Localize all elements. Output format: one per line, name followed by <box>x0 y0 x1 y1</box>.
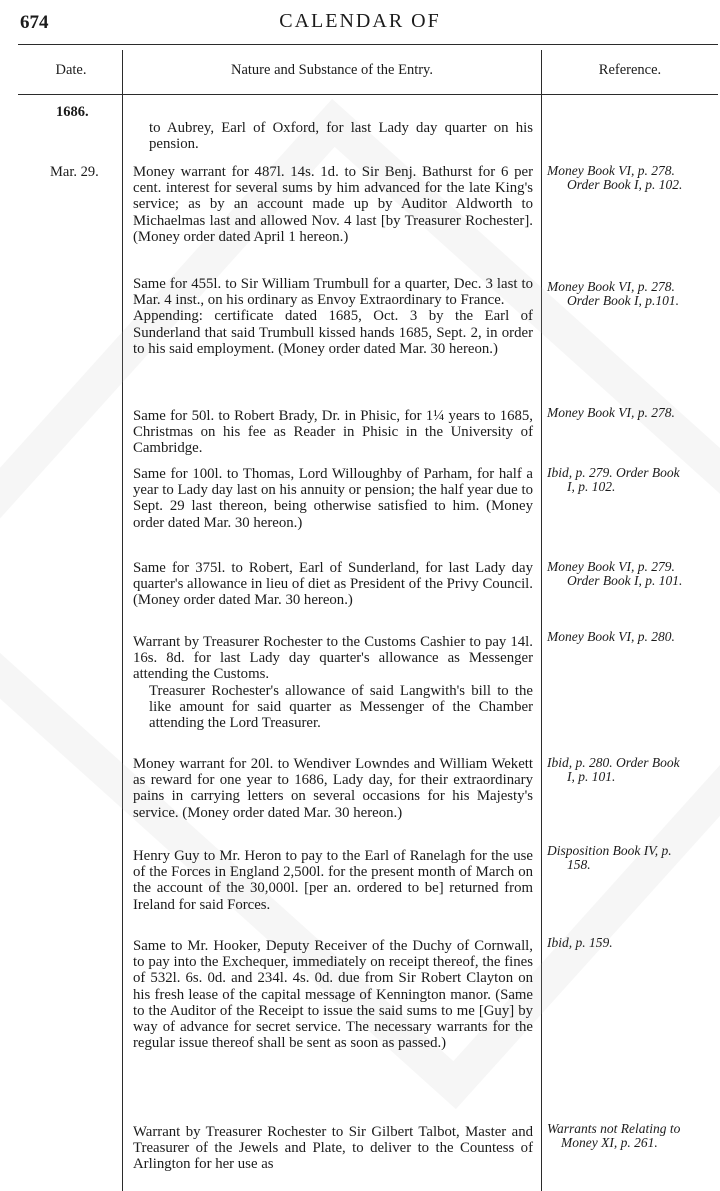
reference: Money Book VI, p. 279. <box>547 559 675 574</box>
entry-text: Same for 100l. to Thomas, Lord Willoughby of Parham, for half a year to Lady day last on his annuity or pension; the half year due to Sept. 29 last thereon, being otherwise satisfied to him. (Money order dated Mar. 30 hereon.) <box>133 466 533 531</box>
reference: Ibid, p. 280. Order Book <box>547 755 680 770</box>
entry-6 <box>133 634 533 731</box>
entry-8 <box>133 848 533 913</box>
entry-text: Treasurer Rochester's allowance of said Langwith's bill to the like amount for said quarter as Messenger of the Chamber attending the Lord Treasurer. <box>149 682 533 732</box>
entry-date: Mar. 29. <box>50 164 99 180</box>
reference: Disposition Book IV, p. <box>547 843 672 858</box>
column-header-date: Date. <box>55 62 87 78</box>
year-label: 1686. <box>56 104 89 120</box>
reference: Money Book VI, p. 278. <box>547 405 675 420</box>
reference: Money Book VI, p. 280. <box>547 629 675 644</box>
entry-text: Same for 50l. to Robert Brady, Dr. in Phisic, for 1¼ years to 1685, Christmas on his fee as Reader in Phisic in the University of Cambridge. <box>133 408 533 457</box>
reference: Order Book I, p. 102. <box>567 177 683 192</box>
reference: I, p. 101. <box>567 769 616 784</box>
reference: Order Book I, p.101. <box>567 293 679 308</box>
entry-references <box>547 1122 717 1150</box>
header-bottom-rule <box>18 94 718 95</box>
entry-references <box>547 560 717 588</box>
entry-references <box>547 844 717 872</box>
reference: 158. <box>567 857 591 872</box>
entry-text: Henry Guy to Mr. Heron to pay to the Earl of Ranelagh for the use of the Forces in England 2,500l. for the present month of March on the account of the 30,000l. [per an. ordered to be] returned from Ireland for said Forces. <box>133 848 533 913</box>
entry-7 <box>133 756 533 821</box>
entry-text: Same to Mr. Hooker, Deputy Receiver of the Duchy of Cornwall, to pay into the Exchequer, immediately on receipt thereof, the fines of 532l. 6s. 0d. and 234l. 4s. 0d. due from Sir Robert Clayton on his fresh lease of the capital message of Kennington manor. (Same to the Auditor of the Receipt to issue the said sums to me [Guy] by way of advance for secret service. The necessary warrants for the regular issue thereof shall be sent as soon as passed.) <box>133 938 533 1052</box>
column-header-reference: Reference. <box>598 62 662 78</box>
page-number: 674 <box>20 12 49 33</box>
entry-references <box>547 466 717 494</box>
entry-text: to Aubrey, Earl of Oxford, for last Lady day quarter on his pension. <box>149 120 533 153</box>
reference: Money XI, p. 261. <box>561 1135 658 1150</box>
table-top-rule <box>18 44 718 45</box>
reference: Order Book I, p. 101. <box>567 573 683 588</box>
entry-references <box>547 936 717 950</box>
date-column-divider <box>122 50 123 1191</box>
entry-text: Same for 375l. to Robert, Earl of Sunderland, for last Lady day quarter's allowance in lieu of diet as President of the Privy Council. (Money order dated Mar. 30 hereon.) <box>133 560 533 609</box>
entry-text: Same for 455l. to Sir William Trumbull for a quarter, Dec. 3 last to Mar. 4 inst., on his ordinary as Envoy Extraordinary to France. <box>133 276 533 309</box>
entry-9 <box>133 938 533 1051</box>
reference: Warrants not Relating to <box>547 1121 681 1136</box>
entry-references <box>547 280 717 308</box>
reference: Money Book VI, p. 278. <box>547 163 675 178</box>
entry-text: Money warrant for 20l. to Wendiver Lowndes and William Wekett as reward for one year to 1686, Lady day, for their extraordinary pains in carrying letters on several occasions for his Majesty's service. (Money order dated Mar. 30 hereon.) <box>133 756 533 821</box>
entry-references <box>547 756 717 784</box>
reference: Ibid, p. 159. <box>547 935 613 950</box>
entry-references <box>547 630 717 644</box>
entry-text: Warrant by Treasurer Rochester to the Customs Cashier to pay 14l. 16s. 8d. for last Lady day quarter's allowance as Messenger attending the Customs. <box>133 634 533 683</box>
reference-column-divider <box>541 50 542 1191</box>
entry-references <box>547 406 717 420</box>
entry-text: Warrant by Treasurer Rochester to Sir Gilbert Talbot, Master and Treasurer of the Jewels and Plate, to deliver to the Countess of Arlington for her use as <box>133 1124 533 1173</box>
entry-2 <box>133 276 533 357</box>
entry-0 <box>133 120 533 152</box>
entry-5 <box>133 560 533 609</box>
reference: Money Book VI, p. 278. <box>547 279 675 294</box>
column-header-entry: Nature and Substance of the Entry. <box>231 62 433 78</box>
entry-text: Money warrant for 487l. 14s. 1d. to Sir Benj. Bathurst for 6 per cent. interest for several sums by him advanced for the late King's service; as by an account made up by Auditor Aldworth to Michaelmas last and allowed Nov. 4 last [by Treasurer Rochester]. (Money order dated April 1 hereon.) <box>133 164 533 245</box>
entry-4 <box>133 466 533 531</box>
running-title: CALENDAR OF <box>279 10 441 32</box>
entry-10 <box>133 1124 533 1173</box>
entry-3 <box>133 408 533 457</box>
entry-text: Appending: certificate dated 1685, Oct. 3 by the Earl of Sunderland that said Trumbull kissed hands 1685, Sept. 2, in order to his said employment. (Money order dated Mar. 30 hereon.) <box>133 308 533 357</box>
reference: Ibid, p. 279. Order Book <box>547 465 680 480</box>
reference: I, p. 102. <box>567 479 616 494</box>
entry-references <box>547 164 717 192</box>
entry-1 <box>133 164 533 245</box>
